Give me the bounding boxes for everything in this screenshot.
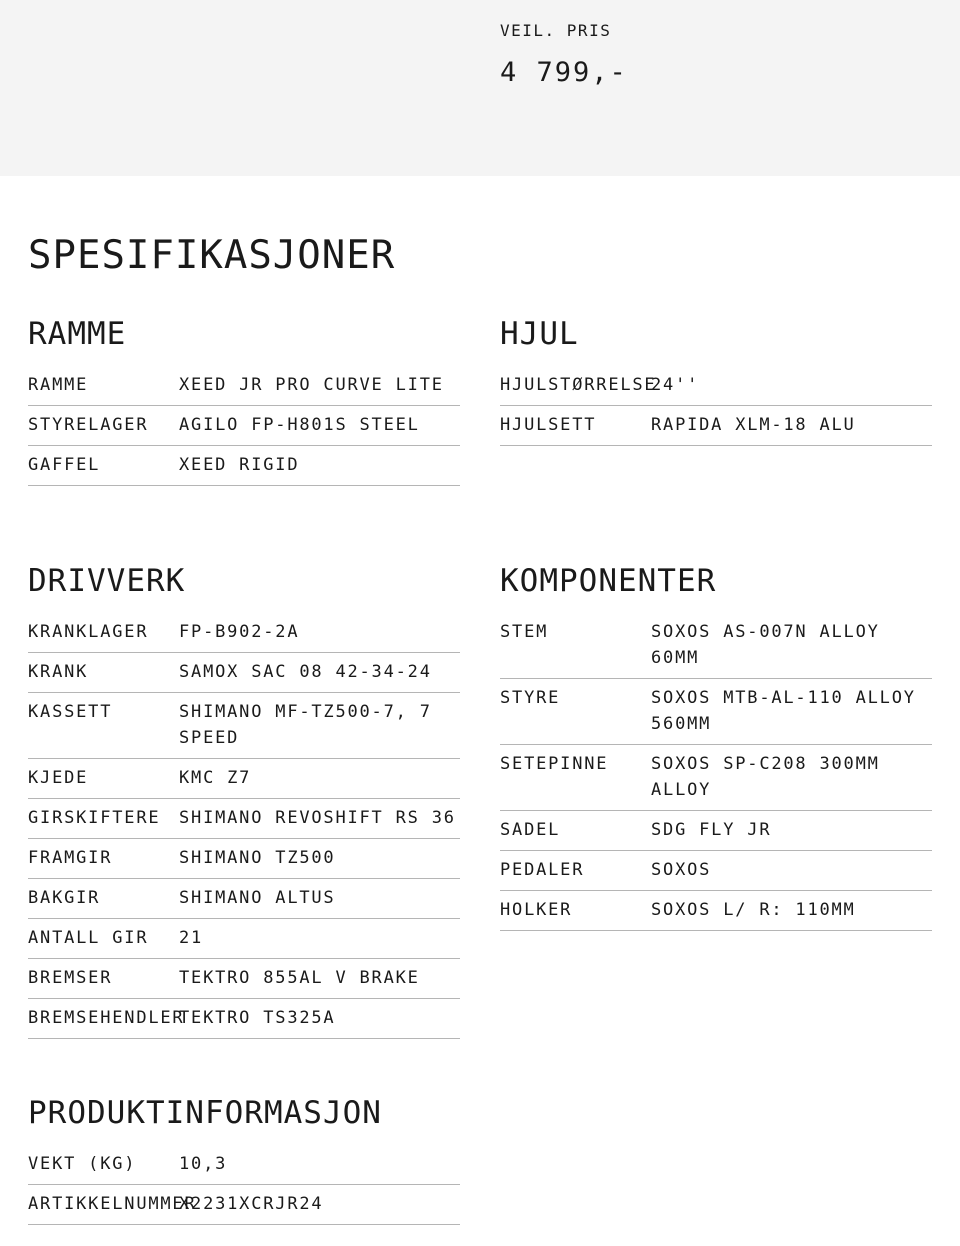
section-heading: HJUL bbox=[500, 316, 579, 352]
spec-value: SOXOS SP-C208 300MM ALLOY bbox=[651, 754, 880, 800]
spec-value: SOXOS MTB-AL-110 ALLOY 560MM bbox=[651, 688, 916, 734]
spec-key: GIRSKIFTERE bbox=[28, 808, 161, 828]
spec-row bbox=[500, 406, 932, 446]
spec-key: SETEPINNE bbox=[500, 754, 609, 774]
spec-row bbox=[500, 679, 932, 745]
spec-value: SOXOS AS-007N ALLOY 60MM bbox=[651, 622, 880, 668]
spec-section-komponenter bbox=[500, 561, 932, 931]
spec-section-produktinformasjon bbox=[28, 1093, 460, 1225]
section-heading: KOMPONENTER bbox=[500, 563, 717, 599]
spec-value: 21 bbox=[179, 928, 204, 948]
spec-value: TEKTRO TS325A bbox=[179, 1008, 336, 1028]
spec-table bbox=[500, 366, 932, 446]
spec-table bbox=[28, 1145, 460, 1225]
spec-value: RAPIDA XLM-18 ALU bbox=[651, 415, 856, 435]
spec-value: SDG FLY JR bbox=[651, 820, 772, 840]
spec-key: HJULSTØRRELSE bbox=[500, 375, 657, 395]
spec-key: RAMME bbox=[28, 375, 89, 395]
spec-value: XEED RIGID bbox=[179, 455, 300, 475]
section-heading: RAMME bbox=[28, 316, 127, 352]
spec-value: KMC Z7 bbox=[179, 768, 252, 788]
spec-value: SAMOX SAC 08 42-34-24 bbox=[179, 662, 432, 682]
spec-row bbox=[28, 999, 460, 1039]
spec-row bbox=[28, 446, 460, 486]
spec-value: SOXOS bbox=[651, 860, 712, 880]
spec-value: SOXOS L/ R: 110MM bbox=[651, 900, 856, 920]
spec-row bbox=[28, 759, 460, 799]
price-band bbox=[0, 0, 960, 176]
spec-table bbox=[28, 613, 460, 1039]
spec-value: SHIMANO MF-TZ500-7, 7 SPEED bbox=[179, 702, 432, 748]
spec-key: ARTIKKELNUMMER bbox=[28, 1194, 197, 1214]
spec-key: BAKGIR bbox=[28, 888, 101, 908]
spec-key: SADEL bbox=[500, 820, 561, 840]
spec-row bbox=[28, 839, 460, 879]
page-title: SPESIFIKASJONER bbox=[28, 233, 396, 278]
spec-value: SHIMANO ALTUS bbox=[179, 888, 336, 908]
spec-key: KASSETT bbox=[28, 702, 113, 722]
spec-key: PEDALER bbox=[500, 860, 585, 880]
spec-row bbox=[28, 366, 460, 406]
spec-row bbox=[28, 959, 460, 999]
spec-row bbox=[28, 613, 460, 653]
spec-key: ANTALL GIR bbox=[28, 928, 149, 948]
spec-value: 24'' bbox=[651, 375, 700, 395]
spec-value: SHIMANO TZ500 bbox=[179, 848, 336, 868]
section-heading: PRODUKTINFORMASJON bbox=[28, 1095, 382, 1131]
spec-table bbox=[500, 613, 932, 931]
spec-key: FRAMGIR bbox=[28, 848, 113, 868]
spec-key: KRANKLAGER bbox=[28, 622, 149, 642]
spec-row bbox=[28, 406, 460, 446]
spec-key: STYRELAGER bbox=[28, 415, 149, 435]
spec-key: HJULSETT bbox=[500, 415, 597, 435]
spec-row bbox=[28, 1185, 460, 1225]
spec-value: X2231XCRJR24 bbox=[179, 1194, 324, 1214]
spec-key: KJEDE bbox=[28, 768, 89, 788]
spec-key: STYRE bbox=[500, 688, 561, 708]
spec-row bbox=[28, 879, 460, 919]
spec-table bbox=[28, 366, 460, 486]
spec-row bbox=[500, 745, 932, 811]
spec-row bbox=[500, 811, 932, 851]
spec-value: 10,3 bbox=[179, 1154, 228, 1174]
price-value: 4 799,- bbox=[500, 57, 628, 88]
spec-key: KRANK bbox=[28, 662, 89, 682]
spec-key: STEM bbox=[500, 622, 549, 642]
spec-value: SHIMANO REVOSHIFT RS 36 bbox=[179, 808, 456, 828]
spec-row bbox=[28, 1145, 460, 1185]
spec-section-hjul bbox=[500, 314, 932, 446]
spec-key: HOLKER bbox=[500, 900, 573, 920]
spec-section-ramme bbox=[28, 314, 460, 486]
spec-value: AGILO FP-H801S STEEL bbox=[179, 415, 420, 435]
spec-row bbox=[28, 693, 460, 759]
spec-row bbox=[28, 919, 460, 959]
spec-key: BREMSER bbox=[28, 968, 113, 988]
spec-value: TEKTRO 855AL V BRAKE bbox=[179, 968, 420, 988]
spec-key: GAFFEL bbox=[28, 455, 101, 475]
spec-section-drivverk bbox=[28, 561, 460, 1039]
spec-key: BREMSEHENDLER bbox=[28, 1008, 185, 1028]
spec-row bbox=[500, 613, 932, 679]
spec-value: FP-B902-2A bbox=[179, 622, 300, 642]
spec-key: VEKT (KG) bbox=[28, 1154, 137, 1174]
price-label: VEIL. PRIS bbox=[500, 21, 612, 40]
spec-row bbox=[500, 891, 932, 931]
section-heading: DRIVVERK bbox=[28, 563, 186, 599]
spec-row bbox=[28, 653, 460, 693]
spec-value: XEED JR PRO CURVE LITE bbox=[179, 375, 444, 395]
spec-row bbox=[28, 799, 460, 839]
spec-row bbox=[500, 851, 932, 891]
spec-row bbox=[500, 366, 932, 406]
